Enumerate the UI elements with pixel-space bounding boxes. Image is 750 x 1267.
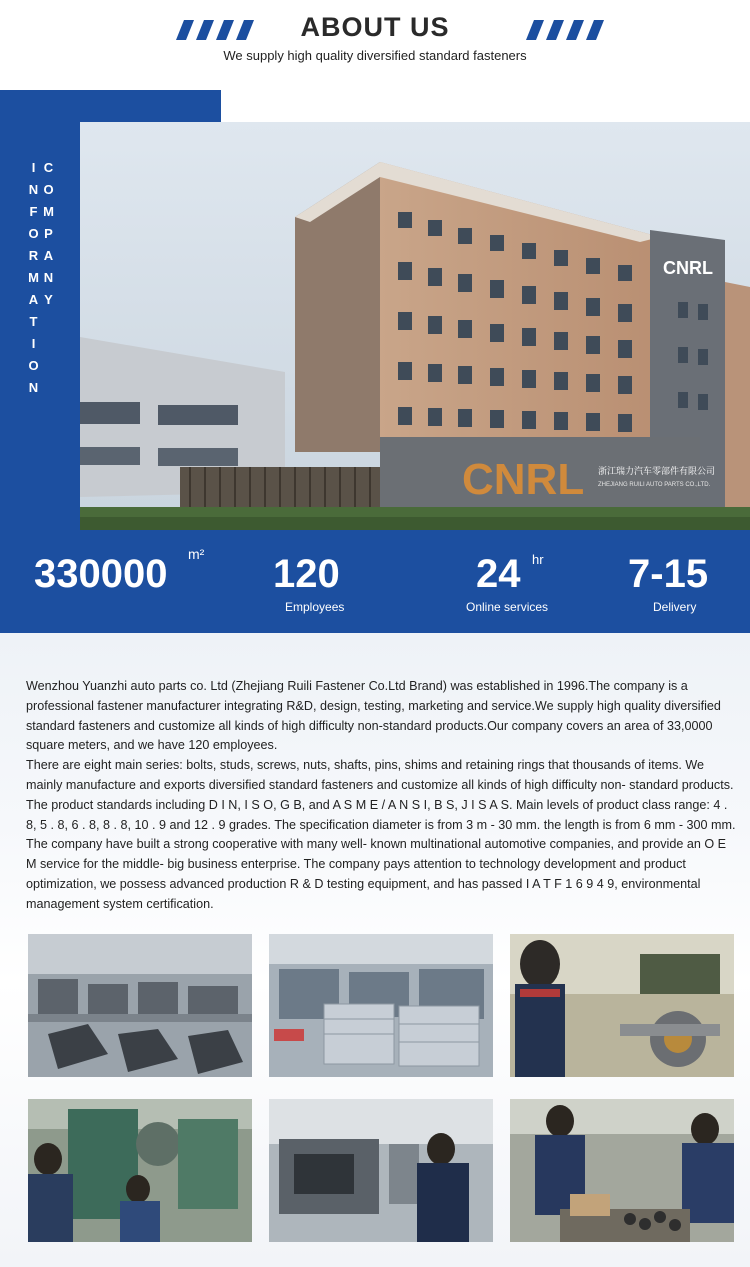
- about-paragraph-2: There are eight main series: bolts, studs, screws, nuts, shafts, pins, shims and retaining rings that thousands of items. We mainly manufacture and exports diversified standard fasteners and customize all kinds of high difficulty non- standard products. The product standards including D I N, I S O, G B, and A S M E / A N S I, B S, J I S A S. Main levels of product class range: 4 . 8, 5 . 8, 6 . 8, 8 . 8, 10 . 9 and 12 . 9 grades. The specification diameter is from 3 m - 30 mm. the length is from 6 mm - 300 mm. The company have built a strong cooperative with many well- known multinational automotive companies, and provide an O E M service for the middle- big business enterprise. The company pays attention to technology development and product optimization, we possess advanced production R & D testing equipment, and has passed I A T F 1 6 9 4 9, environmental management system certification.: [26, 758, 736, 911]
- stats-bar: [0, 530, 750, 633]
- stat-employees-value: 120: [273, 552, 340, 596]
- stripes-decoration-right: [526, 20, 604, 40]
- inspection-workers-photo: [510, 1099, 734, 1242]
- page-title: ABOUT US: [300, 12, 450, 42]
- building-sign-logo: CNRL: [663, 258, 713, 278]
- stat-online-services-unit: hr: [532, 552, 544, 567]
- stat-online-services-label: Online services: [466, 600, 549, 614]
- stat-employees: [240, 530, 390, 633]
- stat-delivery-value: 7-15: [628, 552, 709, 596]
- page-subtitle: We supply high quality diversified standard fasteners: [223, 48, 527, 63]
- press-workers-photo: [28, 1099, 252, 1242]
- gate-sign-chinese: 浙江瑞力汽车零部件有限公司: [598, 467, 716, 477]
- stat-employees-label: Employees: [285, 600, 345, 614]
- gate-sign-english: ZHEJIANG RUILI AUTO PARTS CO.,LTD.: [598, 482, 711, 488]
- lathe-worker-photo: [510, 934, 734, 1077]
- workshop-machines-photo: [28, 934, 252, 1077]
- about-paragraph-1: Wenzhou Yuanzhi auto parts co. Ltd (Zhejiang Ruili Fastener Co.Ltd Brand) was established in 1996.The company is a professional fastener manufacturer integrating R&D, design, testing, marketing and service.We supply high quality diversified standard fasteners and customize all kinds of high difficulty non-standard products.Our company covers an area of 33,0000 square meters, and we have 120 employees.: [26, 679, 721, 753]
- about-text: [26, 677, 736, 915]
- warehouse-bins-photo: [269, 934, 493, 1077]
- cnc-worker-photo: [269, 1099, 493, 1242]
- stat-online-services-value: 24: [476, 552, 521, 596]
- stat-delivery: [600, 530, 750, 633]
- stat-area-unit: m²: [188, 546, 205, 562]
- gate-logo: CNRL: [462, 455, 585, 504]
- stat-delivery-label: Delivery: [653, 600, 697, 614]
- stat-area-value: 330000: [34, 552, 168, 596]
- section-header: [0, 0, 750, 90]
- stat-online-services: [440, 530, 600, 633]
- stat-area: [0, 530, 240, 633]
- company-hero: [0, 90, 750, 530]
- company-building-photo: [80, 122, 750, 530]
- company-information-label: COMPANY INFORMATION: [26, 160, 56, 402]
